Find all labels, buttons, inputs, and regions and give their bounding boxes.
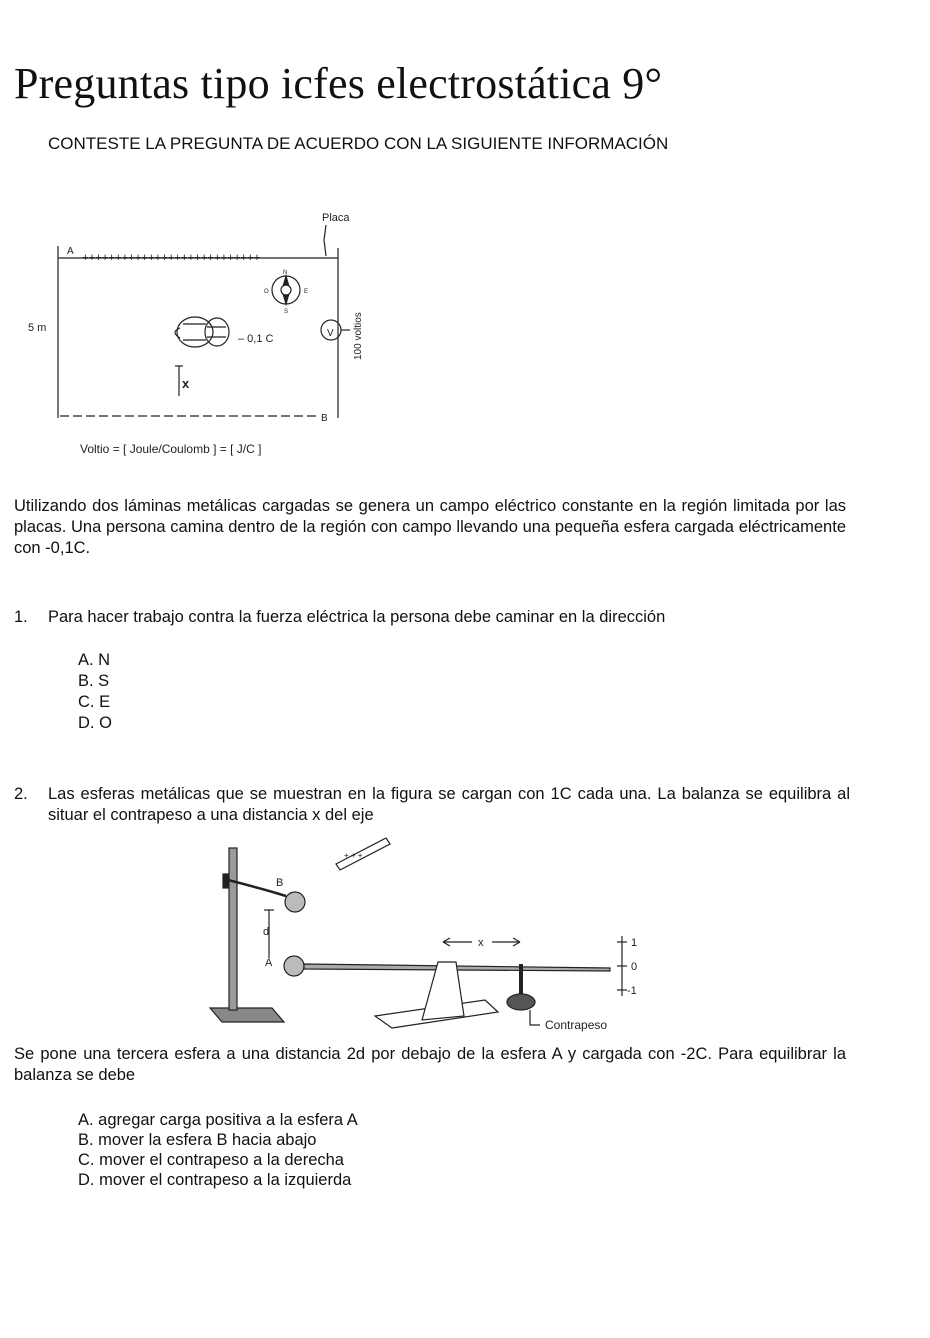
- question-2-number: 2.: [14, 785, 28, 803]
- beam-x-label: x: [478, 937, 484, 949]
- balance-figure: [200, 836, 650, 1041]
- scale-0-label: 0: [631, 961, 638, 973]
- scale-1-label: 1: [631, 937, 638, 949]
- charge-label: – 0,1 C: [238, 333, 274, 345]
- placa-label: Placa: [322, 212, 350, 224]
- contrapeso-label: Contrapeso: [545, 1018, 608, 1032]
- q1-option-d: D. O: [78, 714, 112, 732]
- q1-option-b: B. S: [78, 672, 110, 690]
- placa-leader: [324, 225, 326, 256]
- compass-n: N: [283, 270, 288, 276]
- counterweight-leader: [530, 1010, 540, 1025]
- rod-charges: + + +: [344, 851, 363, 860]
- question-1-options: [78, 650, 112, 734]
- q2-option-a: A. agregar carga positiva a la esfera A: [78, 1111, 358, 1129]
- electric-field-figure: [20, 200, 380, 470]
- page-title: Preguntas tipo icfes electrostática 9°: [14, 59, 663, 108]
- question-2: [14, 784, 850, 826]
- d-label: d: [263, 926, 270, 938]
- q2-option-c: C. mover el contrapeso a la derecha: [78, 1151, 344, 1169]
- plate-a-label: A: [67, 246, 74, 257]
- question-2-text: Las esferas metálicas que se muestran en la figura se cargan con 1C cada una. La balanza se equilibra al situar el contrapeso a una distancia x del eje: [48, 785, 850, 824]
- stand-rod: [229, 848, 237, 1010]
- q2-option-b: B. mover la esfera B hacia abajo: [78, 1131, 317, 1149]
- stand-base: [210, 1008, 284, 1022]
- voltmeter-label: V: [327, 328, 334, 339]
- sphere-b: [285, 892, 305, 912]
- instruction-text: CONTESTE LA PREGUNTA DE ACUERDO CON LA SIGUIENTE INFORMACIÓN: [48, 134, 669, 153]
- question-2-paragraph: Se pone una tercera esfera a una distancia 2d por debajo de la esfera A y cargada con -2C. Para equilibrar la balanza se debe: [14, 1045, 846, 1084]
- sphere-a: [284, 956, 304, 976]
- q1-option-c: C. E: [78, 693, 111, 711]
- plate-b-label: B: [321, 413, 328, 424]
- sphere-a-label: A: [265, 957, 273, 969]
- compass-o: O: [264, 289, 269, 295]
- stand-clamp: [223, 874, 228, 888]
- counterweight: [507, 994, 535, 1010]
- x-label: x: [182, 376, 190, 391]
- voltage-label: 100 voltios: [353, 312, 364, 360]
- sphere-b-label: B: [276, 877, 284, 889]
- compass-s: S: [284, 309, 289, 315]
- compass-center: [281, 285, 291, 295]
- intro-paragraph: Utilizando dos láminas metálicas cargadas se genera un campo eléctrico constante en la región limitada por las placas. Una persona camina dentro de la región con campo llevando una pequeña esfera cargada eléctricamente con -0,1C.: [14, 497, 846, 557]
- question-1-number: 1.: [14, 608, 28, 626]
- question-1-text: Para hacer trabajo contra la fuerza eléctrica la persona debe caminar en la dirección: [48, 608, 666, 626]
- question-2-options: [78, 1110, 358, 1190]
- q2-option-d: D. mover el contrapeso a la izquierda: [78, 1171, 352, 1189]
- pivot-support: [422, 962, 464, 1020]
- scale-minus1-label: -1: [627, 985, 637, 997]
- q1-option-a: A. N: [78, 651, 111, 669]
- distance-5m-label: 5 m: [28, 322, 47, 334]
- compass-e: E: [304, 289, 309, 295]
- volt-caption: Voltio = [ Joule/Coulomb ] = [ J/C ]: [80, 442, 262, 456]
- plus-charges: +++++++++++++++++++++++++++: [82, 253, 261, 265]
- question-1: [14, 607, 814, 628]
- person-topview-icon: [175, 317, 229, 347]
